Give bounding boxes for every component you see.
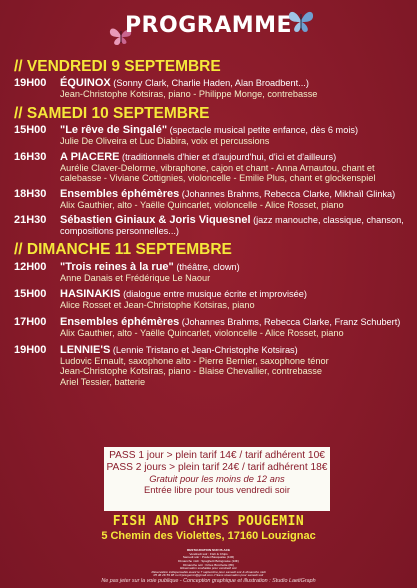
restaurant-section <box>0 549 417 578</box>
event-name: A PIACERE <box>60 151 120 163</box>
event-item <box>14 152 414 184</box>
event-desc: (jazz manouche, classique, chanson, <box>250 215 404 225</box>
header <box>0 5 417 47</box>
event-desc: (dialogue entre musique écrite et improvisée) <box>120 289 307 299</box>
day-heading-sunday: // DIMANCHE 11 SEPTEMBRE <box>14 241 232 258</box>
pass-two-days: PASS 2 jours > plein tarif 24€ / tarif adhérent 18€ <box>106 462 328 473</box>
event-performers: Aurélie Claver-Delorme, vibraphone, cajon et chant - Anna Arnautou, chant et <box>60 162 375 173</box>
menu-item: Samedi soir : Poulet Basquaise (10€) <box>182 555 235 560</box>
event-performers: Jean-Christophe Kotsiras, piano - Philippe Monge, contrebasse <box>60 88 318 99</box>
event-item <box>14 189 414 210</box>
reservation-note: Réservation souhaitée pour vendredi soir <box>180 566 237 571</box>
event-time: 12H00 <box>14 261 47 273</box>
event-desc: (traditionnels d'hier et d'aujourd'hui, d'ici et d'ailleurs) <box>119 152 337 162</box>
free-entry-friday: Entrée libre pour tous vendredi soir <box>144 484 290 495</box>
event-performers: calebasse - Viviane Cottignies, violoncelle - Emilie Plus, chant et glockenspiel <box>60 173 376 184</box>
event-desc: (spectacle musical petite enfance, dès 6 mois) <box>167 125 359 135</box>
event-desc-continued: compositions personnelles...) <box>60 225 179 236</box>
reservation-note: Réservation indispensable avant le 7 septembre pour samedi soir & dimanche midi <box>151 569 266 574</box>
reservation-contact: 05 46 26 59 98 ou fcpougemin@gmail.com // Sans réservation pour samedi soir <box>153 573 264 578</box>
event-name: Sébastien Giniaux & Joris Viquesnel <box>60 214 251 226</box>
event-desc: (théâtre, clown) <box>173 262 240 272</box>
event-performers: Alice Rosset et Jean-Christophe Kotsiras, piano <box>60 299 255 310</box>
event-desc: (Lennie Tristano et Jean-Christophe Kotsiras) <box>110 345 298 355</box>
event-name: Ensembles éphémères <box>60 188 180 200</box>
event-item <box>14 215 414 236</box>
day-heading-friday: // VENDREDI 9 SEPTEMBRE <box>14 58 221 75</box>
event-performers: Julie De Oliveira et Luc Diabira, voix et percussions <box>60 135 270 146</box>
restaurant-heading: RESTAURATION SUR PLACE <box>186 548 231 552</box>
event-performers: Jean-Christophe Kotsiras, piano - Blaise Chevallier, contrebasse <box>60 366 322 377</box>
menu-item: Dimanche midi : Spaghetti Bolognaise (10€) <box>178 558 239 563</box>
menu-item: Vendredi soir : Fish & Chips <box>189 551 228 556</box>
event-time: 16H30 <box>14 151 47 163</box>
event-time: 18H30 <box>14 188 47 200</box>
event-time: 17H00 <box>14 316 47 328</box>
event-name: "Trois reines à la rue" <box>60 261 174 273</box>
event-time: 19H00 <box>14 77 47 89</box>
page-title: PROGRAMME <box>124 13 293 38</box>
event-performers: Ludovic Ernault, saxophone alto - Pierre Bernier, saxophone ténor <box>60 355 329 366</box>
venue-address: 5 Chemin des Violettes, 17160 Louzignac <box>101 530 316 542</box>
event-name: LENNIE'S <box>60 344 111 356</box>
event-performers: Alix Gauthier, alto - Yaëlle Quincarlet, violoncelle - Alice Rosset, piano <box>60 199 344 210</box>
event-time: 15H00 <box>14 124 47 136</box>
pricing-box <box>104 447 330 511</box>
event-item <box>14 125 414 146</box>
free-under-12: Gratuit pour les moins de 12 ans <box>149 473 285 484</box>
event-performers: Alix Gauthier, alto - Yaëlle Quincarlet, violoncelle - Alice Rosset, piano <box>60 327 344 338</box>
event-name: Ensembles éphémères <box>60 316 180 328</box>
event-item <box>14 262 414 283</box>
event-desc: (Johannes Brahms, Rebecca Clarke, Franz Schubert) <box>179 317 401 327</box>
event-performers: Anne Danais et Frédérique Le Naour <box>60 272 211 283</box>
event-item <box>14 345 414 387</box>
event-time: 15H00 <box>14 288 47 300</box>
event-time: 21H30 <box>14 214 47 226</box>
butterfly-blue-icon <box>286 7 316 35</box>
event-time: 19H00 <box>14 344 47 356</box>
event-desc: (Johannes Brahms, Rebecca Clarke, Mikhaïl Glinka) <box>179 189 396 199</box>
event-item <box>14 317 414 338</box>
event-name: HASINAKIS <box>60 288 121 300</box>
day-heading-saturday: // SAMEDI 10 SEPTEMBRE <box>14 105 210 122</box>
venue-name: FISH AND CHIPS POUGEMIN <box>112 514 305 529</box>
event-desc: (Sonny Clark, Charlie Haden, Alan Broadbent...) <box>110 78 309 88</box>
event-name: "Le rêve de Singalé" <box>60 124 168 136</box>
event-item <box>14 289 414 310</box>
pass-one-day: PASS 1 jour > plein tarif 14€ / tarif adhérent 10€ <box>109 450 325 461</box>
event-performers: Ariel Tessier, batterie <box>60 376 146 387</box>
footer-credits: Ne pas jeter sur la voie publique - Conception graphique et illustration : Studio LaetiGraph <box>101 578 316 584</box>
event-item <box>14 78 414 99</box>
menu-item: Dimanche soir : Frites Brochette (8€) <box>183 562 234 567</box>
event-name: ÉQUINOX <box>60 77 111 89</box>
